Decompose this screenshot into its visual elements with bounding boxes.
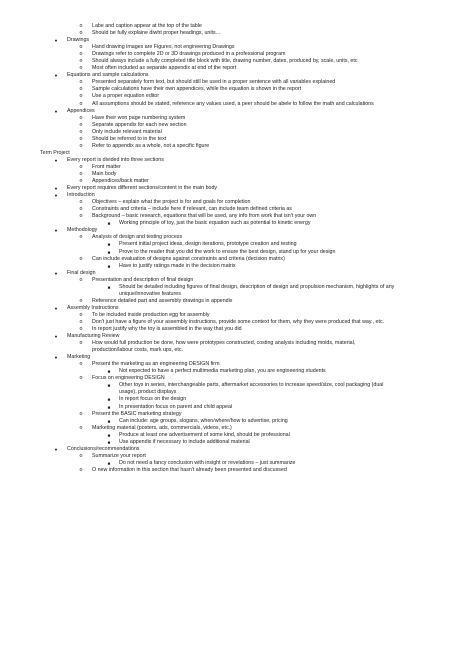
document-body [0,23,474,474]
bullet-circle-icon: o [79,51,83,58]
list-item-text: Don't just have a figure of your assembly instructions, provide some context for them, why they were produced that way., etc. [92,318,385,325]
list-item-text: In presentation focus on parent and child appeal [119,403,233,410]
list-item [0,354,474,361]
list-item-text: Should be fully explaine diwht proper headings, units… [92,30,221,37]
bullet-circle-icon: o [79,234,83,241]
bullet-dot-icon: ● [54,355,58,361]
list-item [0,178,474,185]
list-item [0,375,474,382]
bullet-circle-icon: o [79,276,83,283]
list-item [0,227,474,234]
bullet-circle-icon: o [79,410,83,417]
list-item [0,220,474,227]
bullet-circle-icon: o [79,142,83,149]
list-item [0,213,474,220]
list-item [0,206,474,213]
bullet-circle-icon: o [79,65,83,72]
list-item [0,192,474,199]
list-item-text: Drawings refer to complete 2D or 3D drawings produced in a professional program [92,51,286,58]
list-item [0,277,474,284]
bullet-circle-icon: o [79,326,83,333]
bullet-dot-icon: ● [54,73,58,79]
list-item-text: Other toys in series, interchangeable parts, aftermarket accessories to increase speed/size, cool packaging (dual [119,382,384,389]
bullet-circle-icon: o [79,114,83,121]
bullet-dot-icon: ● [54,446,58,452]
list-item-text: Every report requires different sections/content in the main body [67,185,218,192]
bullet-circle-icon: o [79,30,83,37]
list-item-text: Not expected to have a perfect multimedia marketing plan, you are engineering students [119,368,326,375]
bullet-circle-icon: o [79,466,83,473]
list-item [0,108,474,115]
list-item-text: To be included inside production egg for assembly [92,311,210,318]
list-item-text: Use a proper equation editor [92,93,160,100]
list-item-text: All assumptions should be stated, reference any values used, a peer should be abele to follow the math and calculations [92,100,374,107]
bullet-circle-icon: o [79,86,83,93]
list-item-text: Present the BASIC marketing strategy [92,410,182,417]
bullet-dot-icon: ● [54,193,58,199]
list-item-text: Most often included as separate appendix at end of the report [92,65,237,72]
list-item [0,79,474,86]
list-item [0,333,474,340]
list-item-text: Use appendix if necessary to include additional material [119,438,250,445]
list-item-text: In report focus on the design [119,396,187,403]
bullet-square-icon: ■ [107,284,111,290]
list-item-text: Present the marketing as an engineering DESIGN firm [92,361,220,368]
bullet-dot-icon: ● [54,108,58,114]
list-item [0,432,474,439]
list-item [0,37,474,44]
list-item [0,382,474,389]
bullet-circle-icon: o [79,23,83,29]
list-item-text: Main body [92,170,117,177]
list-item [0,256,474,263]
list-item-text: In report justify why the toy is assembled in the way that you did [92,326,242,333]
list-item [0,418,474,425]
list-item-text: Manufacturing Review [67,333,120,340]
list-item-text: Front matter [92,163,121,170]
list-item-text: Marketing [67,354,91,361]
list-item-text: unique/innovative features [119,290,181,297]
list-item [0,115,474,122]
list-item [0,199,474,206]
list-item [0,136,474,143]
list-item-text: Refer to appendix as a whole, not a specific figure [92,142,210,149]
bullet-square-icon: ■ [107,432,111,438]
bullet-dot-icon: ● [54,38,58,44]
list-item-text: Should be referred to in the text [92,135,167,142]
bullet-circle-icon: o [79,311,83,318]
list-item [0,404,474,411]
list-item [0,263,474,270]
list-item [0,241,474,248]
list-item-text: Can include evaluation of designs against constraints and criteria (decision matrix) [92,255,285,262]
bullet-square-icon: ■ [107,397,111,403]
bullet-circle-icon: o [79,318,83,325]
list-item-text: Only include relevant material [92,128,162,135]
list-item [0,453,474,460]
list-item [0,44,474,51]
bullet-square-icon: ■ [107,221,111,227]
list-item [0,284,474,291]
list-item-text: Appendices/back matter [92,178,149,185]
list-item [0,23,474,30]
bullet-dot-icon: ● [54,157,58,163]
list-item-text: Should always include a fully completed title block with title, drawing number, dates, produced by, scale, units, etc [92,58,358,65]
list-item-text: Background – basic research, equations that will be used, any info from work that isn't your own [92,213,317,220]
list-item-text: Final design [67,269,96,276]
list-item-text: Introduction [67,192,95,199]
list-item-text: Constraints and criteria – include here if relevant, can include team defined criteria as [92,206,292,213]
list-item [0,185,474,192]
list-item [0,361,474,368]
bullet-square-icon: ■ [107,242,111,248]
list-item-text: Equations and sample calculations [67,72,149,79]
bullet-circle-icon: o [79,170,83,177]
bullet-square-icon: ■ [107,369,111,375]
list-item-text: Can include: age groups, slogans, when/where/how to advertise, pricing [119,417,288,424]
bullet-square-icon: ■ [107,383,111,389]
bullet-circle-icon: o [79,135,83,142]
list-item-text: Produce at least one advertisement of some kind, should be professional [119,431,290,438]
bullet-circle-icon: o [79,163,83,170]
list-item [0,446,474,453]
list-item-text: How would full production be done, how were prototypes constructed, costing analysis including molds, material, [92,340,356,347]
list-item [0,411,474,418]
list-item-text: Present initial project ideas, design iterations, prototype creation and testing [119,241,297,248]
bullet-circle-icon: o [79,178,83,185]
list-item-text: Analysis of design and testing process [92,234,183,241]
bullet-circle-icon: o [79,206,83,213]
list-item-text: Should be detailed including figures of final design, description of design and propulsion mechanism, highlights of any [119,283,395,290]
section-heading [0,150,474,157]
bullet-circle-icon: o [79,79,83,86]
list-item [0,51,474,58]
list-item [0,340,474,347]
bullet-circle-icon: o [79,375,83,382]
list-item-text: Term Project [40,149,70,156]
list-item-text: Sample calculations have their own appendices, while the equation is shown in the report [92,86,302,93]
list-item [0,298,474,305]
bullet-dot-icon: ● [54,186,58,192]
list-item [0,291,474,298]
list-item-text: Presented separately form text, but should still be used in a proper sentence with all variables explained [92,79,336,86]
list-item [0,425,474,432]
bullet-circle-icon: o [79,199,83,206]
list-item [0,326,474,333]
list-item [0,86,474,93]
list-item-text: Have their won page numbering system [92,114,186,121]
bullet-circle-icon: o [79,93,83,100]
list-item-text: Drawings [67,37,90,44]
list-item-text: Appendices [67,107,95,114]
list-item-text: Marketing material (posters, ads, commercials, videos, etc.) [92,424,232,431]
bullet-dot-icon: ● [54,270,58,276]
list-item [0,72,474,79]
list-item-text: Hand drawing images are Figures, not engineering Drawings [92,44,235,51]
list-item-text: O new information in this section that hasn't already been presented and discussed [92,466,287,473]
list-item-text: Objectives – explain what the project is for and goals for completion [92,199,251,206]
list-item [0,122,474,129]
list-item [0,389,474,396]
bullet-circle-icon: o [79,452,83,459]
list-item-text: Every report is divided into three sections [67,156,164,163]
list-item-text: production/labour costs, mark ups, etc. [92,347,183,354]
bullet-circle-icon: o [79,361,83,368]
list-item-text: Assembly Instructions [67,304,119,311]
bullet-square-icon: ■ [107,418,111,424]
list-item [0,319,474,326]
list-item [0,312,474,319]
list-item-text: Summarize your report [92,452,146,459]
list-item [0,396,474,403]
bullet-dot-icon: ● [54,305,58,311]
list-item [0,305,474,312]
bullet-circle-icon: o [79,340,83,347]
list-item [0,30,474,37]
bullet-square-icon: ■ [107,249,111,255]
bullet-circle-icon: o [79,128,83,135]
list-item-text: Labe and caption appear at the top of the table [92,23,202,29]
list-item-text: Prove to the reader that you did the work to ensure the best design, stand up for your design [119,248,336,255]
bullet-circle-icon: o [79,44,83,51]
list-item [0,171,474,178]
bullet-circle-icon: o [79,100,83,107]
list-item [0,234,474,241]
bullet-circle-icon: o [79,424,83,431]
list-item [0,467,474,474]
list-item-text: Separate appendix for each new section [92,121,187,128]
list-item-text: Do not need a fancy conclusion with insight or revelations – just summarize [119,459,296,466]
bullet-square-icon: ■ [107,263,111,269]
list-item [0,368,474,375]
bullet-square-icon: ■ [107,404,111,410]
list-item [0,460,474,467]
bullet-dot-icon: ● [54,228,58,234]
list-item [0,164,474,171]
list-item [0,270,474,277]
list-item [0,157,474,164]
bullet-dot-icon: ● [54,334,58,340]
list-item-text: Focus on engineering DESIGN [92,375,165,382]
list-item [0,58,474,65]
list-item-text: Conclusions/recommendations [67,445,140,452]
bullet-circle-icon: o [79,121,83,128]
bullet-square-icon: ■ [107,460,111,466]
list-item [0,101,474,108]
list-item [0,65,474,72]
list-item [0,93,474,100]
bullet-circle-icon: o [79,58,83,65]
list-item [0,129,474,136]
bullet-circle-icon: o [79,297,83,304]
list-item [0,347,474,354]
list-item-text: Presentation and description of final design [92,276,194,283]
list-item-text: Reference detailed part and assembly drawings in appendix [92,297,233,304]
bullet-square-icon: ■ [107,439,111,445]
list-item-text: usage), product displays [119,389,177,396]
list-item [0,249,474,256]
list-item-text: Methodology [67,227,98,234]
list-item-text: Working principle of toy, just the basic equation such as potential to kinetic energy [119,220,311,227]
list-item-text: Have to justify ratings made in the decision matrix [119,262,236,269]
bullet-circle-icon: o [79,213,83,220]
list-item [0,439,474,446]
bullet-circle-icon: o [79,255,83,262]
list-item [0,143,474,150]
